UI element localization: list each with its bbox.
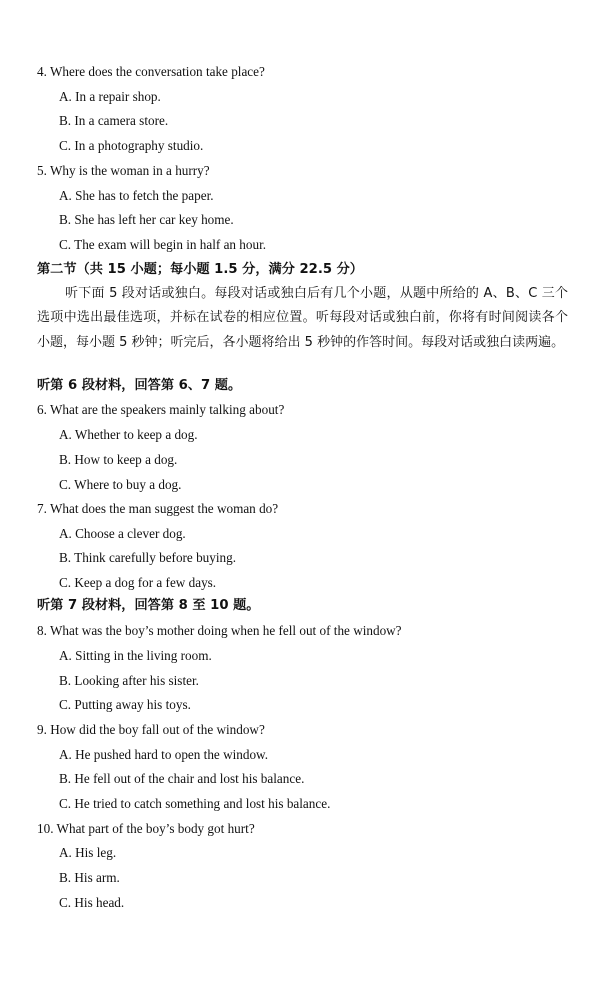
question-7-option-c: C. Keep a dog for a few days. [59, 575, 217, 590]
question-4: 4. Where does the conversation take place? [37, 64, 265, 79]
question-9: 9. How did the boy fall out of the window? [37, 722, 265, 737]
question-10: 10. What part of the boy’s body got hurt? [37, 821, 255, 836]
question-8-option-c: C. Putting away his toys. [59, 697, 191, 712]
question-9-option-a: A. He pushed hard to open the window. [59, 747, 269, 762]
question-5: 5. Why is the woman in a hurry? [37, 163, 210, 178]
question-8-option-b: B. Looking after his sister. [59, 673, 199, 688]
material-7-heading: 听第 7 段材料，回答第 8 至 10 题。 [37, 598, 260, 613]
question-6: 6. What are the speakers mainly talking about? [37, 402, 285, 417]
question-7-option-b: B. Think carefully before buying. [59, 550, 237, 565]
question-6-option-b: B. How to keep a dog. [59, 452, 178, 467]
question-10-option-a: A. His leg. [59, 845, 117, 860]
question-4-option-b: B. In a camera store. [59, 113, 169, 128]
question-4-option-c: C. In a photography studio. [59, 138, 204, 153]
question-5-option-a: A. She has to fetch the paper. [59, 188, 214, 203]
question-8: 8. What was the boy’s mother doing when he fell out of the window? [37, 623, 402, 638]
question-9-option-b: B. He fell out of the chair and lost his balance. [59, 771, 305, 786]
question-10-option-c: C. His head. [59, 895, 125, 910]
question-6-option-a: A. Whether to keep a dog. [59, 427, 198, 442]
question-5-option-c: C. The exam will begin in half an hour. [59, 237, 267, 252]
question-6-option-c: C. Where to buy a dog. [59, 477, 182, 492]
question-4-option-a: A. In a repair shop. [59, 89, 161, 104]
question-8-option-a: A. Sitting in the living room. [59, 648, 212, 663]
question-10-option-b: B. His arm. [59, 870, 120, 885]
question-7-option-a: A. Choose a clever dog. [59, 526, 186, 541]
question-7: 7. What does the man suggest the woman do? [37, 501, 279, 516]
material-6-heading: 听第 6 段材料，回答第 6、7 题。 [37, 378, 242, 393]
question-5-option-b: B. She has left her car key home. [59, 212, 234, 227]
section-2-title: 第二节（共 15 小题；每小题 1.5 分，满分 22.5 分） [37, 262, 363, 277]
section-2-instructions: 听下面 5 段对话或独白。每段对话或独白后有几个小题，从题中所给的 A、B、C 三个选项中选出最佳选项，并标在试卷的相应位置。听每段对话或独白前，你将有时间阅读各个小题，每小题 5 秒钟；听完后，各小题将给出 5 秒钟的作答时间。每段对话或独白读两遍。 [37, 286, 568, 350]
question-9-option-c: C. He tried to catch something and lost his balance. [59, 796, 331, 811]
